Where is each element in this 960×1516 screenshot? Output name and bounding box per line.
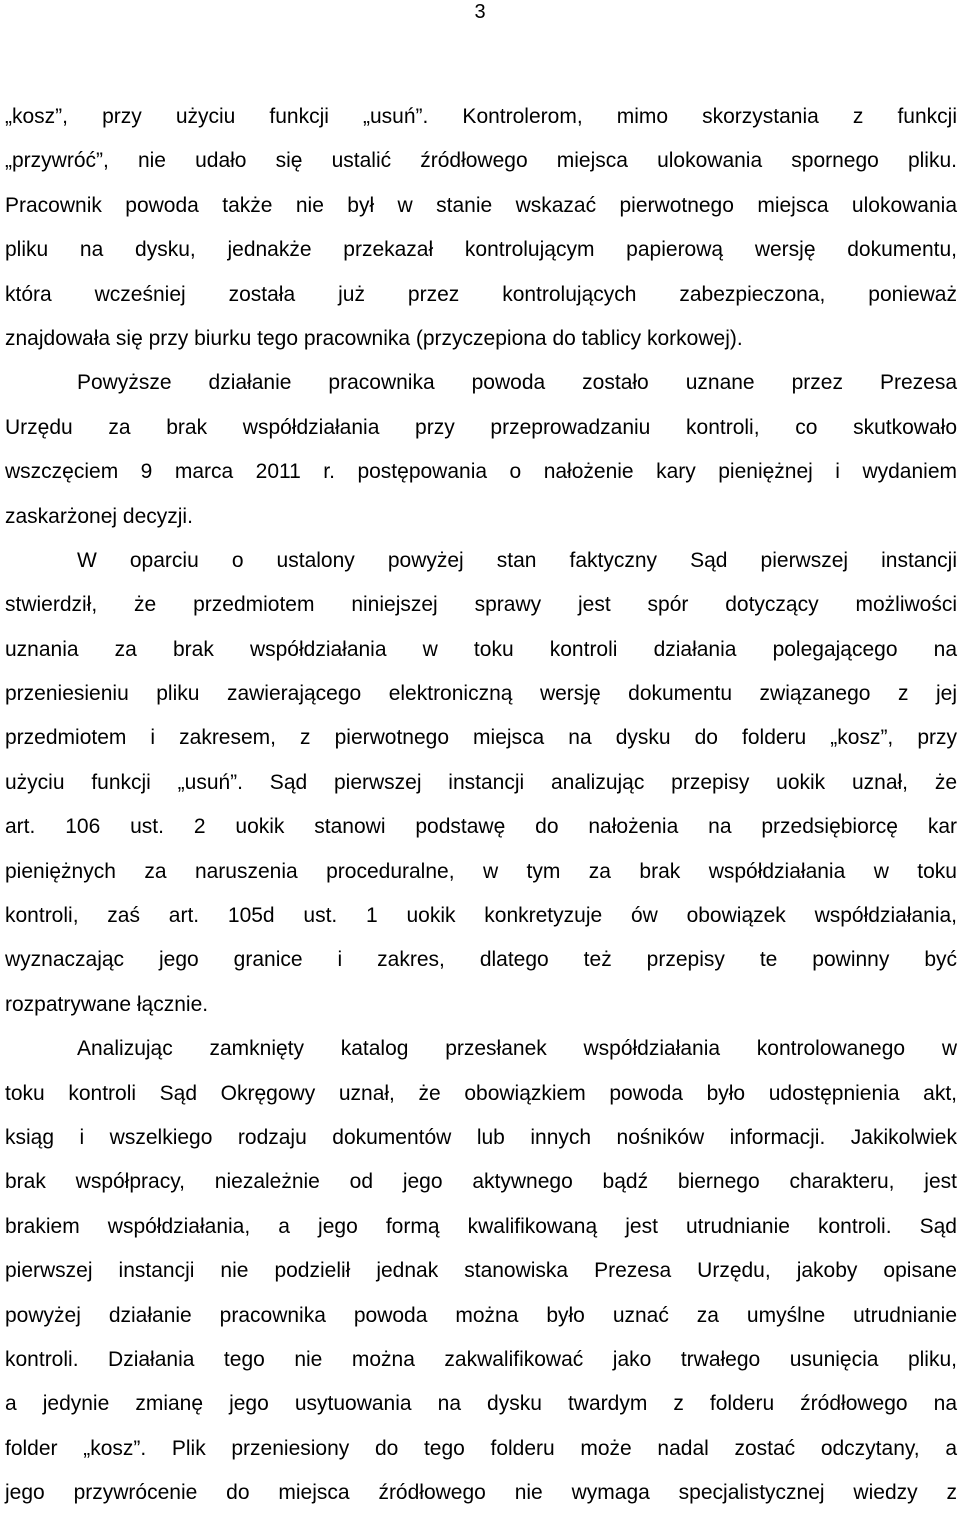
text-line: jego przywrócenie do miejsca źródłowego nie wymaga specjalistycznej wiedzy z: [5, 1481, 957, 1505]
text-line: Pracownik powoda także nie był w stanie wskazać pierwotnego miejsca ulokowania: [5, 193, 957, 217]
text-line: pliku na dysku, jednakże przekazał kontrolującym papierową wersję dokumentu,: [5, 238, 957, 262]
text-line: „przywróć”, nie udało się ustalić źródłowego miejsca ulokowania spornego pliku.: [5, 149, 957, 173]
text-line: wyznaczając jego granice i zakres, dlatego też przepisy te powinny być: [5, 948, 957, 972]
page-number: 3: [474, 1, 486, 23]
text-line: art. 106 ust. 2 uokik stanowi podstawę do nałożenia na przedsiębiorcę kar: [5, 815, 957, 839]
text-line: kontroli. Działania tego nie można zakwalifikować jako trwałego usunięcia pliku,: [5, 1347, 957, 1371]
text-line: rozpatrywane łącznie.: [5, 992, 209, 1016]
text-line: która wcześniej została już przez kontrolujących zabezpieczona, ponieważ: [5, 282, 957, 306]
text-line: wszczęciem 9 marca 2011 r. postępowania o nałożenie kary pieniężnej i wydaniem: [5, 460, 957, 484]
text-line: brak współpracy, niezależnie od jego aktywnego bądź biernego charakteru, jest: [5, 1170, 957, 1194]
text-line: zaskarżonej decyzji.: [5, 504, 193, 528]
text-line: znajdowała się przy biurku tego pracownika (przyczepiona do tablicy korkowej).: [5, 326, 743, 350]
text-line: powyżej działanie pracownika powoda można było uznać za umyślne utrudnianie: [5, 1303, 957, 1327]
text-line: uznania za brak współdziałania w toku kontroli działania polegającego na: [5, 637, 957, 661]
text-line: pierwszej instancji nie podzielił jednak stanowiska Prezesa Urzędu, jakoby opisane: [5, 1259, 957, 1283]
text-line: a jedynie zmianę jego usytuowania na dysku twardym z folderu źródłowego na: [5, 1392, 957, 1416]
text-line: Urzędu za brak współdziałania przy przeprowadzaniu kontroli, co skutkowało: [5, 415, 957, 439]
text-line: kontroli, zaś art. 105d ust. 1 uokik konkretyzuje ów obowiązek współdziałania,: [5, 904, 957, 928]
text-line: przedmiotem i zakresem, z pierwotnego miejsca na dysku do folderu „kosz”, przy: [5, 726, 957, 750]
document-body: [5, 95, 957, 1516]
text-line: folder „kosz”. Plik przeniesiony do tego folderu może nadal zostać odczytany, a: [5, 1436, 957, 1460]
text-line: ksiąg i wszelkiego rodzaju dokumentów lub innych nośników informacji. Jakikolwiek: [5, 1125, 957, 1149]
text-line: „kosz”, przy użyciu funkcji „usuń”. Kontrolerom, mimo skorzystania z funkcji: [5, 105, 957, 128]
paragraph-first-line: Powyższe działanie pracownika powoda zostało uznane przez Prezesa: [77, 371, 957, 395]
text-line: stwierdził, że przedmiotem niniejszej sprawy jest spór dotyczący możliwości: [5, 593, 957, 617]
text-line: brakiem współdziałania, a jego formą kwalifikowaną jest utrudnianie kontroli. Sąd: [5, 1214, 957, 1238]
text-line: toku kontroli Sąd Okręgowy uznał, że obowiązkiem powoda było udostępnienia akt,: [5, 1081, 957, 1105]
text-line: użyciu funkcji „usuń”. Sąd pierwszej instancji analizując przepisy uokik uznał, że: [5, 770, 957, 794]
paragraph-first-line: Analizując zamknięty katalog przesłanek współdziałania kontrolowanego w: [77, 1037, 957, 1061]
paragraph-first-line: W oparciu o ustalony powyżej stan faktyczny Sąd pierwszej instancji: [77, 548, 957, 572]
text-line: przeniesieniu pliku zawierającego elektroniczną wersję dokumentu związanego z jej: [5, 682, 957, 706]
text-line: pieniężnych za naruszenia proceduralne, w tym za brak współdziałania w toku: [5, 859, 957, 883]
